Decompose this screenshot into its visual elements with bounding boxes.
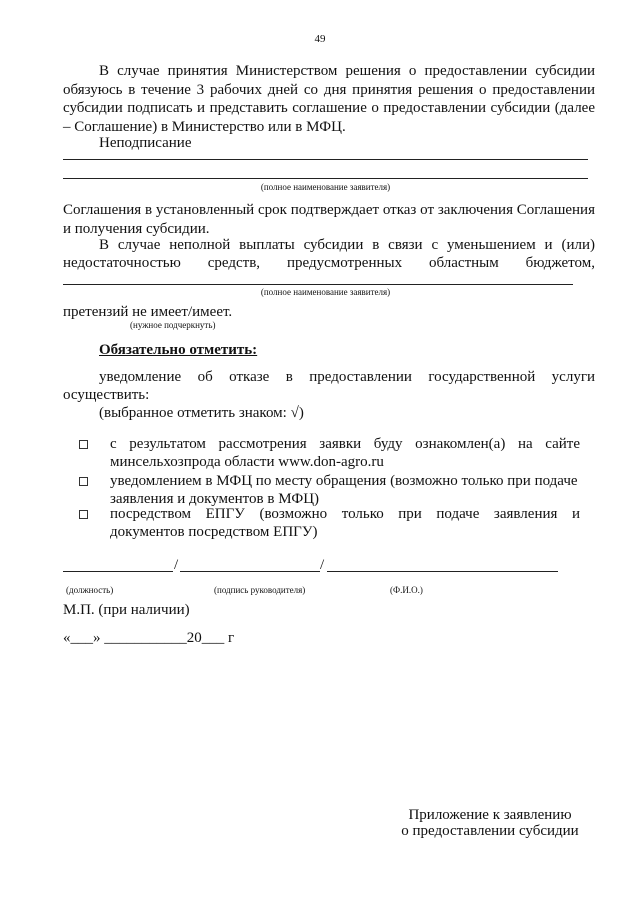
position-line[interactable] [63, 571, 173, 572]
option-mfc-line2: заявления и документов в МФЦ) [110, 491, 320, 507]
non-signing-label: Неподписание [99, 135, 192, 151]
notification-line2: осуществить: [63, 387, 150, 403]
checkbox-mfc-option[interactable] [79, 477, 88, 486]
applicant-caption: (полное наименование заявителя) [260, 182, 391, 192]
slash-2: / [320, 557, 325, 573]
signature-caption: (подпись руководителя) [214, 585, 306, 595]
paragraph-partial-payment-line1: В случае неполной выплаты субсидии в связи с уменьшением и (или) [99, 237, 595, 253]
applicant-caption-2: (полное наименование заявителя) [260, 287, 391, 297]
checkbox-site-option[interactable] [79, 440, 88, 449]
applicant-name-line-3[interactable] [63, 284, 573, 285]
option-site-line2: минсельхозпрода области www.don-agro.ru [110, 454, 384, 470]
full-name-caption: (Ф.И.О.) [390, 585, 423, 595]
signature-line[interactable] [180, 571, 320, 572]
full-name-line[interactable] [327, 571, 558, 572]
paragraph-refusal: Соглашения в установленный срок подтверждает отказ от заключения Соглашения и получения субсидии. [63, 202, 595, 237]
checkbox-epgu-option[interactable] [79, 510, 88, 519]
notification-line1: уведомление об отказе в предоставлении государственной услуги [99, 369, 595, 385]
option-epgu-line1: посредством ЕПГУ (возможно только при подаче заявления и [110, 506, 580, 522]
appendix-title-line2: о предоставлении субсидии [401, 823, 579, 839]
option-site-line1: с результатом рассмотрения заявки буду ознакомлен(а) на сайте [110, 436, 580, 452]
slash-1: / [174, 557, 179, 573]
claims-text: претензий не имеет/имеет. [63, 304, 233, 320]
paragraph-partial-payment-line2: недостаточностью средств, предусмотренных областным бюджетом, [63, 255, 595, 271]
mark-hint: (выбранное отметить знаком: √) [99, 405, 304, 421]
must-mark-heading: Обязательно отметить: [99, 342, 258, 358]
appendix-title-line1: Приложение к заявлению [408, 807, 572, 823]
option-epgu-line2: документов посредством ЕПГУ) [110, 524, 318, 540]
option-mfc-line1: уведомлением в МФЦ по месту обращения (возможно только при подаче [110, 473, 578, 489]
page-number: 49 [314, 33, 326, 45]
applicant-name-line-2[interactable] [63, 178, 588, 179]
underline-hint: (нужное подчеркнуть) [130, 320, 216, 330]
stamp-note: М.П. (при наличии) [63, 602, 190, 618]
paragraph-agreement-obligation: В случае принятия Министерством решения о предоставлении субсидии обязуюсь в течение 3 рабочих дней со дня принятия решения о предоставлении субсидии подписать и представить соглашение о предоставлении субсидии (далее – Соглашение) в Министерство или в МФЦ. [63, 63, 595, 135]
date-line[interactable]: «___» ___________20___ г [63, 630, 235, 646]
applicant-name-line-1[interactable] [63, 159, 588, 160]
position-caption: (должность) [66, 585, 114, 595]
